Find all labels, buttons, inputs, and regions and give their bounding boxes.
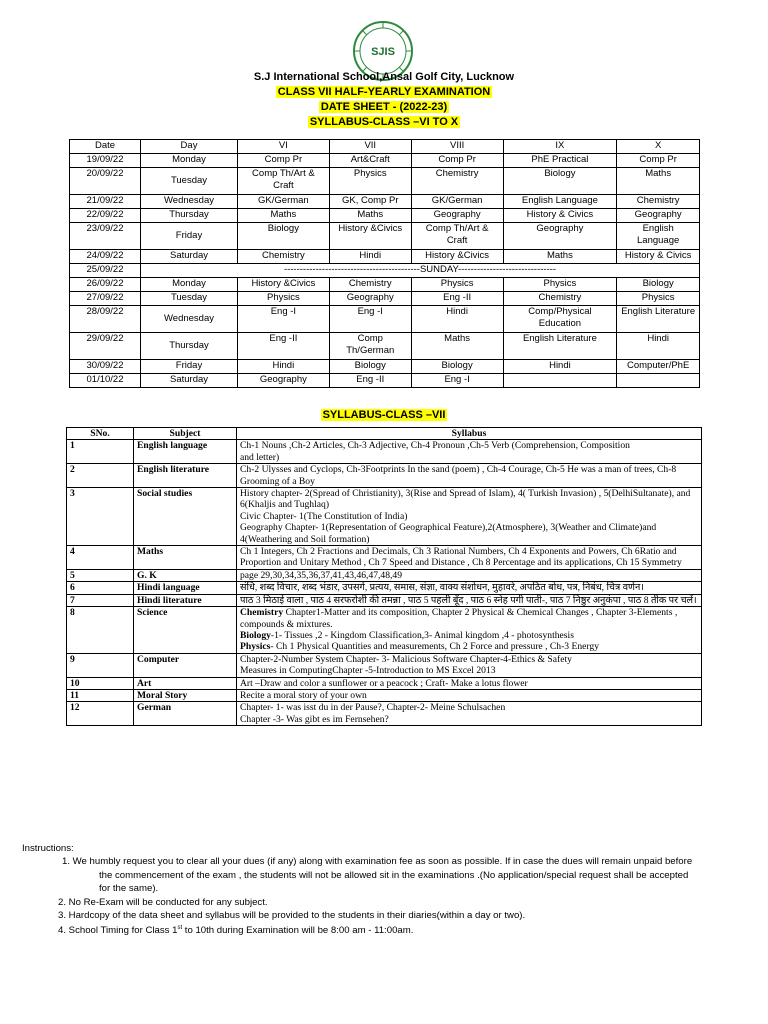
instruction-1: 1. We humbly request you to clear all your dues (if any) along with examination fee as soon as possible. If in case the dues will remain unpaid before <box>62 856 693 868</box>
day-cell: Saturday <box>141 250 238 264</box>
syllabus-header-cell: Subject <box>134 428 237 440</box>
syllabus-row <box>67 689 702 701</box>
svg-text:SJIS: SJIS <box>371 46 395 58</box>
sno-cell: 5 <box>67 569 134 581</box>
subject-cell: Maths <box>238 209 330 223</box>
syllabus-cell: Ch 1 Integers, Ch 2 Fractions and Decimals, Ch 3 Rational Numbers, Ch 4 Exponents and Powers, Ch 6Ratio and Proportion and Unitary Method , Ch 7 Speed and Distance , Ch 8 Percentage and its applications, Ch 15 Symmetry <box>237 546 702 570</box>
date-sheet-row <box>70 278 700 292</box>
day-cell: Thursday <box>141 209 238 223</box>
subject-cell: Biology <box>329 360 411 374</box>
subject-cell: Comp Th/German <box>329 333 411 360</box>
syllabus-cell <box>237 607 702 654</box>
subject-cell: Geography <box>238 374 330 388</box>
syllabus-cell: Recite a moral story of your own <box>237 689 702 701</box>
syllabus-title: SYLLABUS-CLASS –VII <box>322 409 446 421</box>
date-sheet-header-cell: Date <box>70 140 141 154</box>
date-sheet-row <box>70 223 700 250</box>
syllabus-header-row <box>67 428 702 440</box>
syllabus-cell: Ch-2 Ulysses and Cyclops, Ch-3Footprints In the sand (poem) , Ch-4 Courage, Ch-5 He was a man of trees, Ch-8 Grooming of a Boy <box>237 464 702 488</box>
instruction-2: 2. No Re-Exam will be conducted for any subject. <box>58 896 268 908</box>
subject-cell: English Literature <box>617 306 700 333</box>
syllabus-row <box>67 440 702 464</box>
date-cell: 30/09/22 <box>70 360 141 374</box>
subject-cell: Eng -II <box>411 292 503 306</box>
subject-cell: History & Civics <box>503 209 617 223</box>
day-cell: Thursday <box>141 333 238 360</box>
day-cell: Wednesday <box>141 306 238 333</box>
science-branch-label: Biology <box>240 629 271 641</box>
instructions <box>22 842 752 938</box>
subject-cell: Chemistry <box>503 292 617 306</box>
syllabus-row <box>67 582 702 594</box>
subject-cell: Computer <box>134 653 237 677</box>
subject-cell: Hindi literature <box>134 594 237 606</box>
syllabus-cell: page 29,30,34,35,36,37,41,43,46,47,48,49 <box>237 569 702 581</box>
date-cell: 28/09/22 <box>70 306 141 333</box>
subject-cell: Eng -II <box>238 333 330 360</box>
date-sheet-header-cell: VIII <box>411 140 503 154</box>
instruction-1-cont2: for the same). <box>99 883 159 895</box>
subject-cell: Geography <box>329 292 411 306</box>
date-sheet-row <box>70 154 700 168</box>
date-cell: 29/09/22 <box>70 333 141 360</box>
sno-cell: 4 <box>67 546 134 570</box>
subject-cell: Comp Th/Art & Craft <box>411 223 503 250</box>
science-branch-text: Chapter1-Matter and its composition, Chapter 2 Physical & Chemical Changes , Chapter 3-Elements , compounds & mixtures. <box>240 607 678 630</box>
sno-cell: 7 <box>67 594 134 606</box>
subject-cell: Social studies <box>134 488 237 546</box>
instruction-3: 3. Hardcopy of the data sheet and syllabus will be provided to the students in their diaries(within a day or two). <box>58 910 526 922</box>
date-cell: 26/09/22 <box>70 278 141 292</box>
science-branch-label: Physics <box>240 641 271 653</box>
subject-cell: Maths <box>134 546 237 570</box>
syllabus-cell: संधि, शब्द विचार, शब्द भंडार, उपसर्ग, प्रत्यय, समास, संज्ञा, वाक्य संशोधन, मुहावरे, अपठित बोध, पत्र, निबंध, चित्र वर्णन। <box>237 582 702 594</box>
day-cell: Monday <box>141 154 238 168</box>
day-cell: Tuesday <box>141 292 238 306</box>
sno-cell: 2 <box>67 464 134 488</box>
day-cell: Monday <box>141 278 238 292</box>
science-line <box>240 641 698 652</box>
subject-cell: English Literature <box>503 333 617 360</box>
date-sheet-row <box>70 292 700 306</box>
date-cell: 21/09/22 <box>70 195 141 209</box>
subject-cell: English Language <box>503 195 617 209</box>
date-cell: 19/09/22 <box>70 154 141 168</box>
subject-cell <box>617 374 700 388</box>
syllabus-table <box>66 427 702 726</box>
science-branch-text: -1- Tissues ,2 - Kingdom Classification,3- Animal kingdom ,4 - photosynthesis <box>270 629 574 641</box>
subject-cell: Eng -I <box>238 306 330 333</box>
science-branch-text: - Ch 1 Physical Quantities and measurements, Ch 2 Force and pressure , Ch-3 Energy <box>270 641 599 653</box>
date-sheet-row <box>70 168 700 195</box>
subject-cell: Science <box>134 607 237 654</box>
date-cell: 22/09/22 <box>70 209 141 223</box>
subject-cell: English language <box>134 440 237 464</box>
day-cell: Friday <box>141 360 238 374</box>
subject-cell: German <box>134 702 237 726</box>
date-sheet-header-cell: VII <box>329 140 411 154</box>
sunday-note: -------------------------------------------SUNDAY------------------------------- <box>141 264 700 278</box>
syllabus-cell: Chapter- 1- was isst du in der Pause?, Chapter-2- Meine Schulsachen Chapter -3- Was gibt es im Fernsehen? <box>237 702 702 726</box>
subject-cell: Hindi <box>503 360 617 374</box>
sno-cell: 9 <box>67 653 134 677</box>
date-sheet-sunday-row <box>70 264 700 278</box>
date-sheet-row <box>70 374 700 388</box>
sno-cell: 1 <box>67 440 134 464</box>
syllabus-row <box>67 464 702 488</box>
day-cell: Friday <box>141 223 238 250</box>
date-sheet-table <box>69 139 700 388</box>
subject-cell: Biology <box>617 278 700 292</box>
sno-cell: 12 <box>67 702 134 726</box>
subject-cell: Biology <box>238 223 330 250</box>
subject-cell: Geography <box>411 209 503 223</box>
subject-cell: History &Civics <box>411 250 503 264</box>
day-cell: Wednesday <box>141 195 238 209</box>
date-sheet-header-cell: VI <box>238 140 330 154</box>
date-sheet-header-cell: Day <box>141 140 238 154</box>
instruction-1-cont: the commencement of the exam , the students will not be allowed sit in the examinations .(No application/special request shall be accepted <box>99 869 689 881</box>
sno-cell: 10 <box>67 677 134 689</box>
syllabus-cell: History chapter- 2(Spread of Christianity), 3(Rise and Spread of Islam), 4( Turkish Invasion) , 5(DelhiSultanate), and 6(Khaljis and Tughlaq) Civic Chapter- 1(The Constitution of India) Geography Chapter- 1(Representation of Geographical Feature),2(Atmosphere), 3(Weather and Climate)and 4(Weathering and Soil formation) <box>237 488 702 546</box>
subject-cell: History &Civics <box>329 223 411 250</box>
sno-cell: 6 <box>67 582 134 594</box>
date-sheet-row <box>70 306 700 333</box>
subject-cell: Hindi language <box>134 582 237 594</box>
subject-cell: Maths <box>329 209 411 223</box>
date-cell: 27/09/22 <box>70 292 141 306</box>
subject-cell: Maths <box>503 250 617 264</box>
science-line <box>240 607 698 630</box>
instruction-4-a: 4. School Timing for Class 1 <box>58 925 178 937</box>
date-sheet-header-cell: IX <box>503 140 617 154</box>
syllabus-row <box>67 702 702 726</box>
sno-cell: 11 <box>67 689 134 701</box>
date-sheet-header-cell: X <box>617 140 700 154</box>
subject-cell: Physics <box>617 292 700 306</box>
instruction-4 <box>58 922 752 938</box>
subject-cell: Physics <box>411 278 503 292</box>
subject-cell: GK, Comp Pr <box>329 195 411 209</box>
subject-cell: Eng -I <box>411 374 503 388</box>
subject-cell: Hindi <box>329 250 411 264</box>
instructions-title: Instructions: <box>22 843 74 854</box>
subject-cell: Geography <box>617 209 700 223</box>
syllabus-header-cell: SNo. <box>67 428 134 440</box>
subject-cell: Biology <box>411 360 503 374</box>
date-sheet-title: DATE SHEET - (2022-23) <box>320 101 448 113</box>
subject-cell: Comp Pr <box>238 154 330 168</box>
subject-cell: Hindi <box>411 306 503 333</box>
date-cell: 20/09/22 <box>70 168 141 195</box>
syllabus-row <box>67 607 702 654</box>
subject-cell: Computer/PhE <box>617 360 700 374</box>
subject-cell: Comp/Physical Education <box>503 306 617 333</box>
subject-cell: Comp Pr <box>411 154 503 168</box>
subject-cell: Chemistry <box>238 250 330 264</box>
instruction-4-sup: st <box>177 925 183 932</box>
syllabus-row <box>67 488 702 546</box>
syllabus-row <box>67 594 702 606</box>
date-cell: 24/09/22 <box>70 250 141 264</box>
day-cell: Saturday <box>141 374 238 388</box>
subject-cell: GK/German <box>411 195 503 209</box>
subject-cell: Physics <box>329 168 411 195</box>
subject-cell: Eng -II <box>329 374 411 388</box>
syllabus-cell: Ch-1 Nouns ,Ch-2 Articles, Ch-3 Adjective, Ch-4 Pronoun ,Ch-5 Verb (Comprehension, Composition and letter) <box>237 440 702 464</box>
date-cell: 01/10/22 <box>70 374 141 388</box>
subject-cell: Eng -I <box>329 306 411 333</box>
syllabus-cell: पाठ 3 मिठाई वाला , पाठ 4 सरफरोशी की तमन्ना , पाठ 5 पहली बूँद , पाठ 6 स्नेह पगी पाती-, पाठ 7 निष्ठुर अनुकंपा , पाठ 8 तीक पर चलें। <box>237 594 702 606</box>
date-sheet-row <box>70 360 700 374</box>
exam-title: CLASS VII HALF-YEARLY EXAMINATION <box>277 86 491 98</box>
syllabus-row <box>67 653 702 677</box>
date-sheet-header-row <box>70 140 700 154</box>
science-branch-label: Chemistry <box>240 607 284 619</box>
date-sheet-row <box>70 195 700 209</box>
subject-cell: Hindi <box>617 333 700 360</box>
day-cell: Tuesday <box>141 168 238 195</box>
subject-cell: Comp Th/Art & Craft <box>238 168 330 195</box>
subject-cell: History & Civics <box>617 250 700 264</box>
subject-cell: G. K <box>134 569 237 581</box>
date-sheet-row <box>70 209 700 223</box>
sno-cell: 8 <box>67 607 134 654</box>
subject-cell: Hindi <box>238 360 330 374</box>
date-sheet-row <box>70 333 700 360</box>
subject-cell: Art <box>134 677 237 689</box>
subject-cell: English literature <box>134 464 237 488</box>
subject-cell: Geography <box>503 223 617 250</box>
syllabus-header-cell: Syllabus <box>237 428 702 440</box>
syllabus-row <box>67 546 702 570</box>
subject-cell: Maths <box>411 333 503 360</box>
subject-cell: Chemistry <box>329 278 411 292</box>
subject-cell: Chemistry <box>411 168 503 195</box>
syllabus-row <box>67 677 702 689</box>
sno-cell: 3 <box>67 488 134 546</box>
subject-cell: Maths <box>617 168 700 195</box>
syllabus-cell: Chapter-2-Number System Chapter- 3- Malicious Software Chapter-4-Ethics & Safety Measures in ComputingChapter -5-Introduction to MS Excel 2013 <box>237 653 702 677</box>
subject-cell: Chemistry <box>617 195 700 209</box>
syllabus-cell: Art –Draw and color a sunflower or a peacock ; Craft- Make a lotus flower <box>237 677 702 689</box>
subject-cell: History &Civics <box>238 278 330 292</box>
science-line <box>240 630 698 641</box>
subject-cell: Moral Story <box>134 689 237 701</box>
subject-cell: Physics <box>503 278 617 292</box>
subject-cell: Comp Pr <box>617 154 700 168</box>
syllabus-range-title: SYLLABUS-CLASS –VI TO X <box>309 116 459 128</box>
school-name: S.J International School,Ansal Golf City, Lucknow <box>253 71 515 83</box>
instruction-4-b: to 10th during Examination will be 8:00 am - 11:00am. <box>182 925 414 937</box>
subject-cell: Physics <box>238 292 330 306</box>
subject-cell: Biology <box>503 168 617 195</box>
subject-cell: Art&Craft <box>329 154 411 168</box>
subject-cell: PhE Practical <box>503 154 617 168</box>
date-cell: 25/09/22 <box>70 264 141 278</box>
date-cell: 23/09/22 <box>70 223 141 250</box>
subject-cell: GK/German <box>238 195 330 209</box>
date-sheet-row <box>70 250 700 264</box>
subject-cell <box>503 374 617 388</box>
syllabus-row <box>67 569 702 581</box>
subject-cell: English Language <box>617 223 700 250</box>
